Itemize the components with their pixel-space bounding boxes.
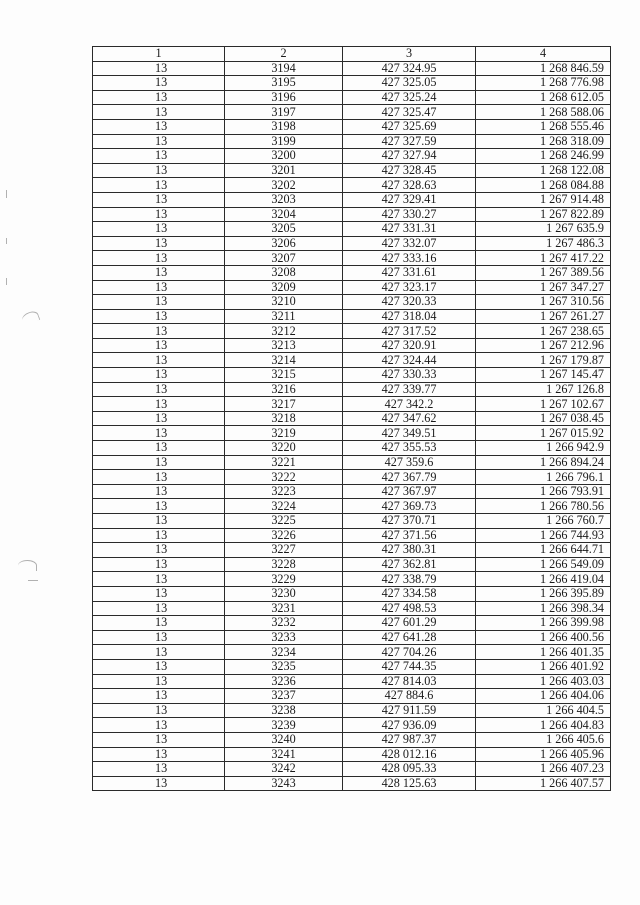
table-cell-col-1: 13 <box>93 586 225 601</box>
table-cell-col-2: 3212 <box>225 324 343 339</box>
table-row <box>93 105 611 120</box>
table-cell-col-1: 13 <box>93 703 225 718</box>
table-cell-col-2: 3233 <box>225 630 343 645</box>
table-cell-col-2: 3232 <box>225 616 343 631</box>
table-cell-col-3: 427 367.97 <box>343 484 476 499</box>
punch-hole-mark <box>18 560 37 571</box>
table-row <box>93 265 611 280</box>
table-cell-col-4: 1 267 179.87 <box>476 353 611 368</box>
table-cell-col-3: 427 329.41 <box>343 192 476 207</box>
table-cell-col-3: 427 601.29 <box>343 616 476 631</box>
table-row <box>93 397 611 412</box>
table-cell-col-2: 3243 <box>225 776 343 791</box>
table-cell-col-2: 3219 <box>225 426 343 441</box>
table-cell-col-1: 13 <box>93 484 225 499</box>
table-row <box>93 134 611 149</box>
table-row <box>93 630 611 645</box>
table-cell-col-2: 3227 <box>225 543 343 558</box>
table-cell-col-3: 427 325.69 <box>343 119 476 134</box>
table-row <box>93 499 611 514</box>
table-cell-col-4: 1 266 549.09 <box>476 557 611 572</box>
table-cell-col-3: 427 355.53 <box>343 441 476 456</box>
table-row <box>93 543 611 558</box>
table-cell-col-4: 1 267 038.45 <box>476 411 611 426</box>
table-cell-col-3: 427 641.28 <box>343 630 476 645</box>
table-cell-col-2: 3218 <box>225 411 343 426</box>
table-cell-col-4: 1 266 407.57 <box>476 776 611 791</box>
table-row <box>93 295 611 310</box>
table-cell-col-3: 427 325.47 <box>343 105 476 120</box>
table-cell-col-4: 1 267 145.47 <box>476 368 611 383</box>
table-cell-col-1: 13 <box>93 441 225 456</box>
table-cell-col-2: 3204 <box>225 207 343 222</box>
table-cell-col-3: 427 338.79 <box>343 572 476 587</box>
table-cell-col-4: 1 267 238.65 <box>476 324 611 339</box>
table-row <box>93 470 611 485</box>
table-cell-col-4: 1 266 760.7 <box>476 514 611 529</box>
table-cell-col-3: 427 339.77 <box>343 382 476 397</box>
table-row <box>93 747 611 762</box>
table-cell-col-2: 3210 <box>225 295 343 310</box>
table-cell-col-2: 3238 <box>225 703 343 718</box>
table-cell-col-1: 13 <box>93 572 225 587</box>
table-cell-col-1: 13 <box>93 134 225 149</box>
table-cell-col-2: 3203 <box>225 192 343 207</box>
table-row <box>93 616 611 631</box>
table-cell-col-2: 3223 <box>225 484 343 499</box>
table-row <box>93 659 611 674</box>
table-cell-col-1: 13 <box>93 689 225 704</box>
table-cell-col-2: 3216 <box>225 382 343 397</box>
table-cell-col-3: 427 380.31 <box>343 543 476 558</box>
table-cell-col-2: 3217 <box>225 397 343 412</box>
table-cell-col-2: 3239 <box>225 718 343 733</box>
table-cell-col-4: 1 266 404.06 <box>476 689 611 704</box>
table-cell-col-3: 427 324.95 <box>343 61 476 76</box>
table-cell-col-2: 3213 <box>225 338 343 353</box>
table-cell-col-4: 1 267 635.9 <box>476 222 611 237</box>
table-cell-col-1: 13 <box>93 178 225 193</box>
table-cell-col-1: 13 <box>93 309 225 324</box>
table-cell-col-1: 13 <box>93 747 225 762</box>
table-row <box>93 192 611 207</box>
table-cell-col-1: 13 <box>93 455 225 470</box>
table-cell-col-3: 427 367.79 <box>343 470 476 485</box>
table-row <box>93 557 611 572</box>
table-cell-col-4: 1 267 389.56 <box>476 265 611 280</box>
table-cell-col-3: 427 325.05 <box>343 76 476 91</box>
table-cell-col-4: 1 267 347.27 <box>476 280 611 295</box>
table-cell-col-3: 427 328.45 <box>343 163 476 178</box>
table-cell-col-3: 427 884.6 <box>343 689 476 704</box>
table-row <box>93 119 611 134</box>
table-cell-col-4: 1 268 318.09 <box>476 134 611 149</box>
table-cell-col-4: 1 268 122.08 <box>476 163 611 178</box>
table-cell-col-3: 427 936.09 <box>343 718 476 733</box>
scan-mark <box>28 580 38 581</box>
table-cell-col-1: 13 <box>93 222 225 237</box>
table-row <box>93 484 611 499</box>
table-cell-col-4: 1 266 780.56 <box>476 499 611 514</box>
table-cell-col-2: 3211 <box>225 309 343 324</box>
table-row <box>93 426 611 441</box>
table-cell-col-1: 13 <box>93 353 225 368</box>
table-row <box>93 251 611 266</box>
table-cell-col-2: 3236 <box>225 674 343 689</box>
table-cell-col-2: 3221 <box>225 455 343 470</box>
table-row <box>93 178 611 193</box>
table-row <box>93 572 611 587</box>
table-cell-col-3: 427 342.2 <box>343 397 476 412</box>
table-cell-col-4: 1 266 404.5 <box>476 703 611 718</box>
table-cell-col-1: 13 <box>93 732 225 747</box>
table-cell-col-2: 3205 <box>225 222 343 237</box>
table-cell-col-3: 427 347.62 <box>343 411 476 426</box>
table-row <box>93 353 611 368</box>
table-cell-col-1: 13 <box>93 324 225 339</box>
table-cell-col-2: 3228 <box>225 557 343 572</box>
table-cell-col-2: 3226 <box>225 528 343 543</box>
table-row <box>93 776 611 791</box>
table-cell-col-1: 13 <box>93 61 225 76</box>
table-cell-col-2: 3207 <box>225 251 343 266</box>
table-cell-col-3: 427 325.24 <box>343 90 476 105</box>
table-cell-col-4: 1 267 486.3 <box>476 236 611 251</box>
table-cell-col-4: 1 267 822.89 <box>476 207 611 222</box>
table-cell-col-3: 427 331.61 <box>343 265 476 280</box>
table-cell-col-1: 13 <box>93 630 225 645</box>
table-cell-col-4: 1 267 212.96 <box>476 338 611 353</box>
table-row <box>93 149 611 164</box>
table-cell-col-4: 1 266 942.9 <box>476 441 611 456</box>
table-cell-col-4: 1 266 401.92 <box>476 659 611 674</box>
table-cell-col-4: 1 266 419.04 <box>476 572 611 587</box>
table-cell-col-1: 13 <box>93 645 225 660</box>
table-row <box>93 689 611 704</box>
table-cell-col-2: 3206 <box>225 236 343 251</box>
table-row <box>93 762 611 777</box>
table-cell-col-2: 3198 <box>225 119 343 134</box>
table-row <box>93 514 611 529</box>
table-cell-col-1: 13 <box>93 368 225 383</box>
table-cell-col-2: 3215 <box>225 368 343 383</box>
table-cell-col-4: 1 267 102.67 <box>476 397 611 412</box>
table-cell-col-3: 427 744.35 <box>343 659 476 674</box>
table-row <box>93 645 611 660</box>
table-cell-col-3: 428 125.63 <box>343 776 476 791</box>
table-cell-col-4: 1 268 846.59 <box>476 61 611 76</box>
table-row <box>93 76 611 91</box>
table-cell-col-2: 3234 <box>225 645 343 660</box>
table-row <box>93 236 611 251</box>
table-cell-col-2: 3209 <box>225 280 343 295</box>
table-cell-col-4: 1 266 403.03 <box>476 674 611 689</box>
table-row <box>93 207 611 222</box>
table-cell-col-4: 1 266 405.6 <box>476 732 611 747</box>
table-cell-col-4: 1 266 401.35 <box>476 645 611 660</box>
table-cell-col-1: 13 <box>93 499 225 514</box>
table-cell-col-1: 13 <box>93 762 225 777</box>
table-cell-col-1: 13 <box>93 163 225 178</box>
coordinates-table <box>92 46 611 791</box>
table-row <box>93 455 611 470</box>
table-cell-col-3: 427 330.33 <box>343 368 476 383</box>
table-cell-col-3: 427 328.63 <box>343 178 476 193</box>
table-cell-col-2: 3231 <box>225 601 343 616</box>
table-row <box>93 732 611 747</box>
table-cell-col-2: 3208 <box>225 265 343 280</box>
table-row <box>93 309 611 324</box>
table-cell-col-1: 13 <box>93 528 225 543</box>
table-cell-col-3: 427 318.04 <box>343 309 476 324</box>
table-cell-col-3: 427 320.33 <box>343 295 476 310</box>
table-cell-col-1: 13 <box>93 295 225 310</box>
table-cell-col-3: 427 704.26 <box>343 645 476 660</box>
table-cell-col-1: 13 <box>93 90 225 105</box>
table-cell-col-1: 13 <box>93 149 225 164</box>
table-row <box>93 61 611 76</box>
table-cell-col-1: 13 <box>93 514 225 529</box>
table-cell-col-1: 13 <box>93 338 225 353</box>
table-cell-col-3: 427 349.51 <box>343 426 476 441</box>
table-cell-col-3: 427 369.73 <box>343 499 476 514</box>
table-cell-col-3: 427 371.56 <box>343 528 476 543</box>
table-header-row <box>93 47 611 62</box>
table-cell-col-1: 13 <box>93 105 225 120</box>
table-cell-col-1: 13 <box>93 776 225 791</box>
table-cell-col-2: 3214 <box>225 353 343 368</box>
table-cell-col-2: 3230 <box>225 586 343 601</box>
table-cell-col-4: 1 266 398.34 <box>476 601 611 616</box>
table-cell-col-1: 13 <box>93 119 225 134</box>
table-cell-col-4: 1 267 914.48 <box>476 192 611 207</box>
table-cell-col-2: 3196 <box>225 90 343 105</box>
table-cell-col-1: 13 <box>93 616 225 631</box>
table-cell-col-1: 13 <box>93 382 225 397</box>
table-cell-col-1: 13 <box>93 411 225 426</box>
table-cell-col-1: 13 <box>93 470 225 485</box>
table-cell-col-1: 13 <box>93 280 225 295</box>
table-cell-col-3: 427 332.07 <box>343 236 476 251</box>
table-cell-col-3: 427 911.59 <box>343 703 476 718</box>
table-row <box>93 280 611 295</box>
table-cell-col-3: 427 327.59 <box>343 134 476 149</box>
punch-hole-mark <box>21 309 41 325</box>
table-row <box>93 324 611 339</box>
table-cell-col-3: 427 331.31 <box>343 222 476 237</box>
table-cell-col-3: 427 327.94 <box>343 149 476 164</box>
table-cell-col-1: 13 <box>93 718 225 733</box>
table-cell-col-3: 427 320.91 <box>343 338 476 353</box>
table-cell-col-2: 3201 <box>225 163 343 178</box>
table-cell-col-3: 428 095.33 <box>343 762 476 777</box>
table-cell-col-4: 1 266 744.93 <box>476 528 611 543</box>
header-cell-4: 4 <box>476 47 611 62</box>
table-cell-col-2: 3220 <box>225 441 343 456</box>
table-cell-col-3: 427 324.44 <box>343 353 476 368</box>
table-cell-col-3: 427 498.53 <box>343 601 476 616</box>
table-cell-col-1: 13 <box>93 397 225 412</box>
table-row <box>93 601 611 616</box>
table-cell-col-3: 427 333.16 <box>343 251 476 266</box>
table-cell-col-4: 1 268 246.99 <box>476 149 611 164</box>
table-cell-col-4: 1 266 399.98 <box>476 616 611 631</box>
scan-mark <box>6 278 7 285</box>
table-cell-col-2: 3197 <box>225 105 343 120</box>
table-cell-col-4: 1 268 555.46 <box>476 119 611 134</box>
table-cell-col-4: 1 266 395.89 <box>476 586 611 601</box>
table-cell-col-3: 427 987.37 <box>343 732 476 747</box>
table-cell-col-3: 427 370.71 <box>343 514 476 529</box>
table-cell-col-4: 1 268 084.88 <box>476 178 611 193</box>
table-cell-col-4: 1 266 407.23 <box>476 762 611 777</box>
table-row <box>93 222 611 237</box>
table-cell-col-1: 13 <box>93 265 225 280</box>
header-cell-1: 1 <box>93 47 225 62</box>
table-cell-col-3: 427 359.6 <box>343 455 476 470</box>
table-cell-col-4: 1 268 612.05 <box>476 90 611 105</box>
table-cell-col-4: 1 267 015.92 <box>476 426 611 441</box>
table-cell-col-3: 427 814.03 <box>343 674 476 689</box>
table-cell-col-4: 1 267 417.22 <box>476 251 611 266</box>
table-cell-col-3: 428 012.16 <box>343 747 476 762</box>
table-cell-col-4: 1 266 796.1 <box>476 470 611 485</box>
table-row <box>93 382 611 397</box>
table-cell-col-2: 3224 <box>225 499 343 514</box>
table-cell-col-2: 3195 <box>225 76 343 91</box>
table-row <box>93 528 611 543</box>
table-cell-col-4: 1 266 404.83 <box>476 718 611 733</box>
table-cell-col-4: 1 267 310.56 <box>476 295 611 310</box>
table-cell-col-2: 3242 <box>225 762 343 777</box>
table-cell-col-3: 427 362.81 <box>343 557 476 572</box>
table-cell-col-4: 1 266 405.96 <box>476 747 611 762</box>
table-cell-col-2: 3225 <box>225 514 343 529</box>
table-cell-col-1: 13 <box>93 543 225 558</box>
scan-mark <box>6 190 7 198</box>
table-row <box>93 338 611 353</box>
table-cell-col-2: 3241 <box>225 747 343 762</box>
table-cell-col-1: 13 <box>93 236 225 251</box>
table-cell-col-1: 13 <box>93 192 225 207</box>
table-cell-col-1: 13 <box>93 76 225 91</box>
table-cell-col-4: 1 267 261.27 <box>476 309 611 324</box>
table-cell-col-4: 1 266 793.91 <box>476 484 611 499</box>
table-cell-col-2: 3229 <box>225 572 343 587</box>
table-cell-col-1: 13 <box>93 601 225 616</box>
table-cell-col-4: 1 266 894.24 <box>476 455 611 470</box>
table-row <box>93 718 611 733</box>
table-cell-col-4: 1 266 400.56 <box>476 630 611 645</box>
table-row <box>93 90 611 105</box>
table-cell-col-2: 3237 <box>225 689 343 704</box>
table-row <box>93 411 611 426</box>
table-cell-col-4: 1 268 776.98 <box>476 76 611 91</box>
table-cell-col-2: 3235 <box>225 659 343 674</box>
table-cell-col-1: 13 <box>93 674 225 689</box>
header-cell-3: 3 <box>343 47 476 62</box>
scan-mark <box>6 238 7 244</box>
table-cell-col-2: 3240 <box>225 732 343 747</box>
table-row <box>93 674 611 689</box>
table-cell-col-2: 3194 <box>225 61 343 76</box>
table-cell-col-4: 1 267 126.8 <box>476 382 611 397</box>
table-cell-col-2: 3199 <box>225 134 343 149</box>
table-cell-col-1: 13 <box>93 251 225 266</box>
table-cell-col-1: 13 <box>93 659 225 674</box>
table-cell-col-3: 427 330.27 <box>343 207 476 222</box>
table-cell-col-1: 13 <box>93 207 225 222</box>
table-row <box>93 703 611 718</box>
table-row <box>93 441 611 456</box>
table-cell-col-4: 1 268 588.06 <box>476 105 611 120</box>
table-cell-col-2: 3200 <box>225 149 343 164</box>
header-cell-2: 2 <box>225 47 343 62</box>
table-cell-col-3: 427 323.17 <box>343 280 476 295</box>
table-cell-col-2: 3222 <box>225 470 343 485</box>
table-cell-col-2: 3202 <box>225 178 343 193</box>
table-row <box>93 368 611 383</box>
table-cell-col-3: 427 317.52 <box>343 324 476 339</box>
table-cell-col-1: 13 <box>93 557 225 572</box>
table-cell-col-4: 1 266 644.71 <box>476 543 611 558</box>
table-cell-col-1: 13 <box>93 426 225 441</box>
table-row <box>93 163 611 178</box>
table-row <box>93 586 611 601</box>
table-cell-col-3: 427 334.58 <box>343 586 476 601</box>
